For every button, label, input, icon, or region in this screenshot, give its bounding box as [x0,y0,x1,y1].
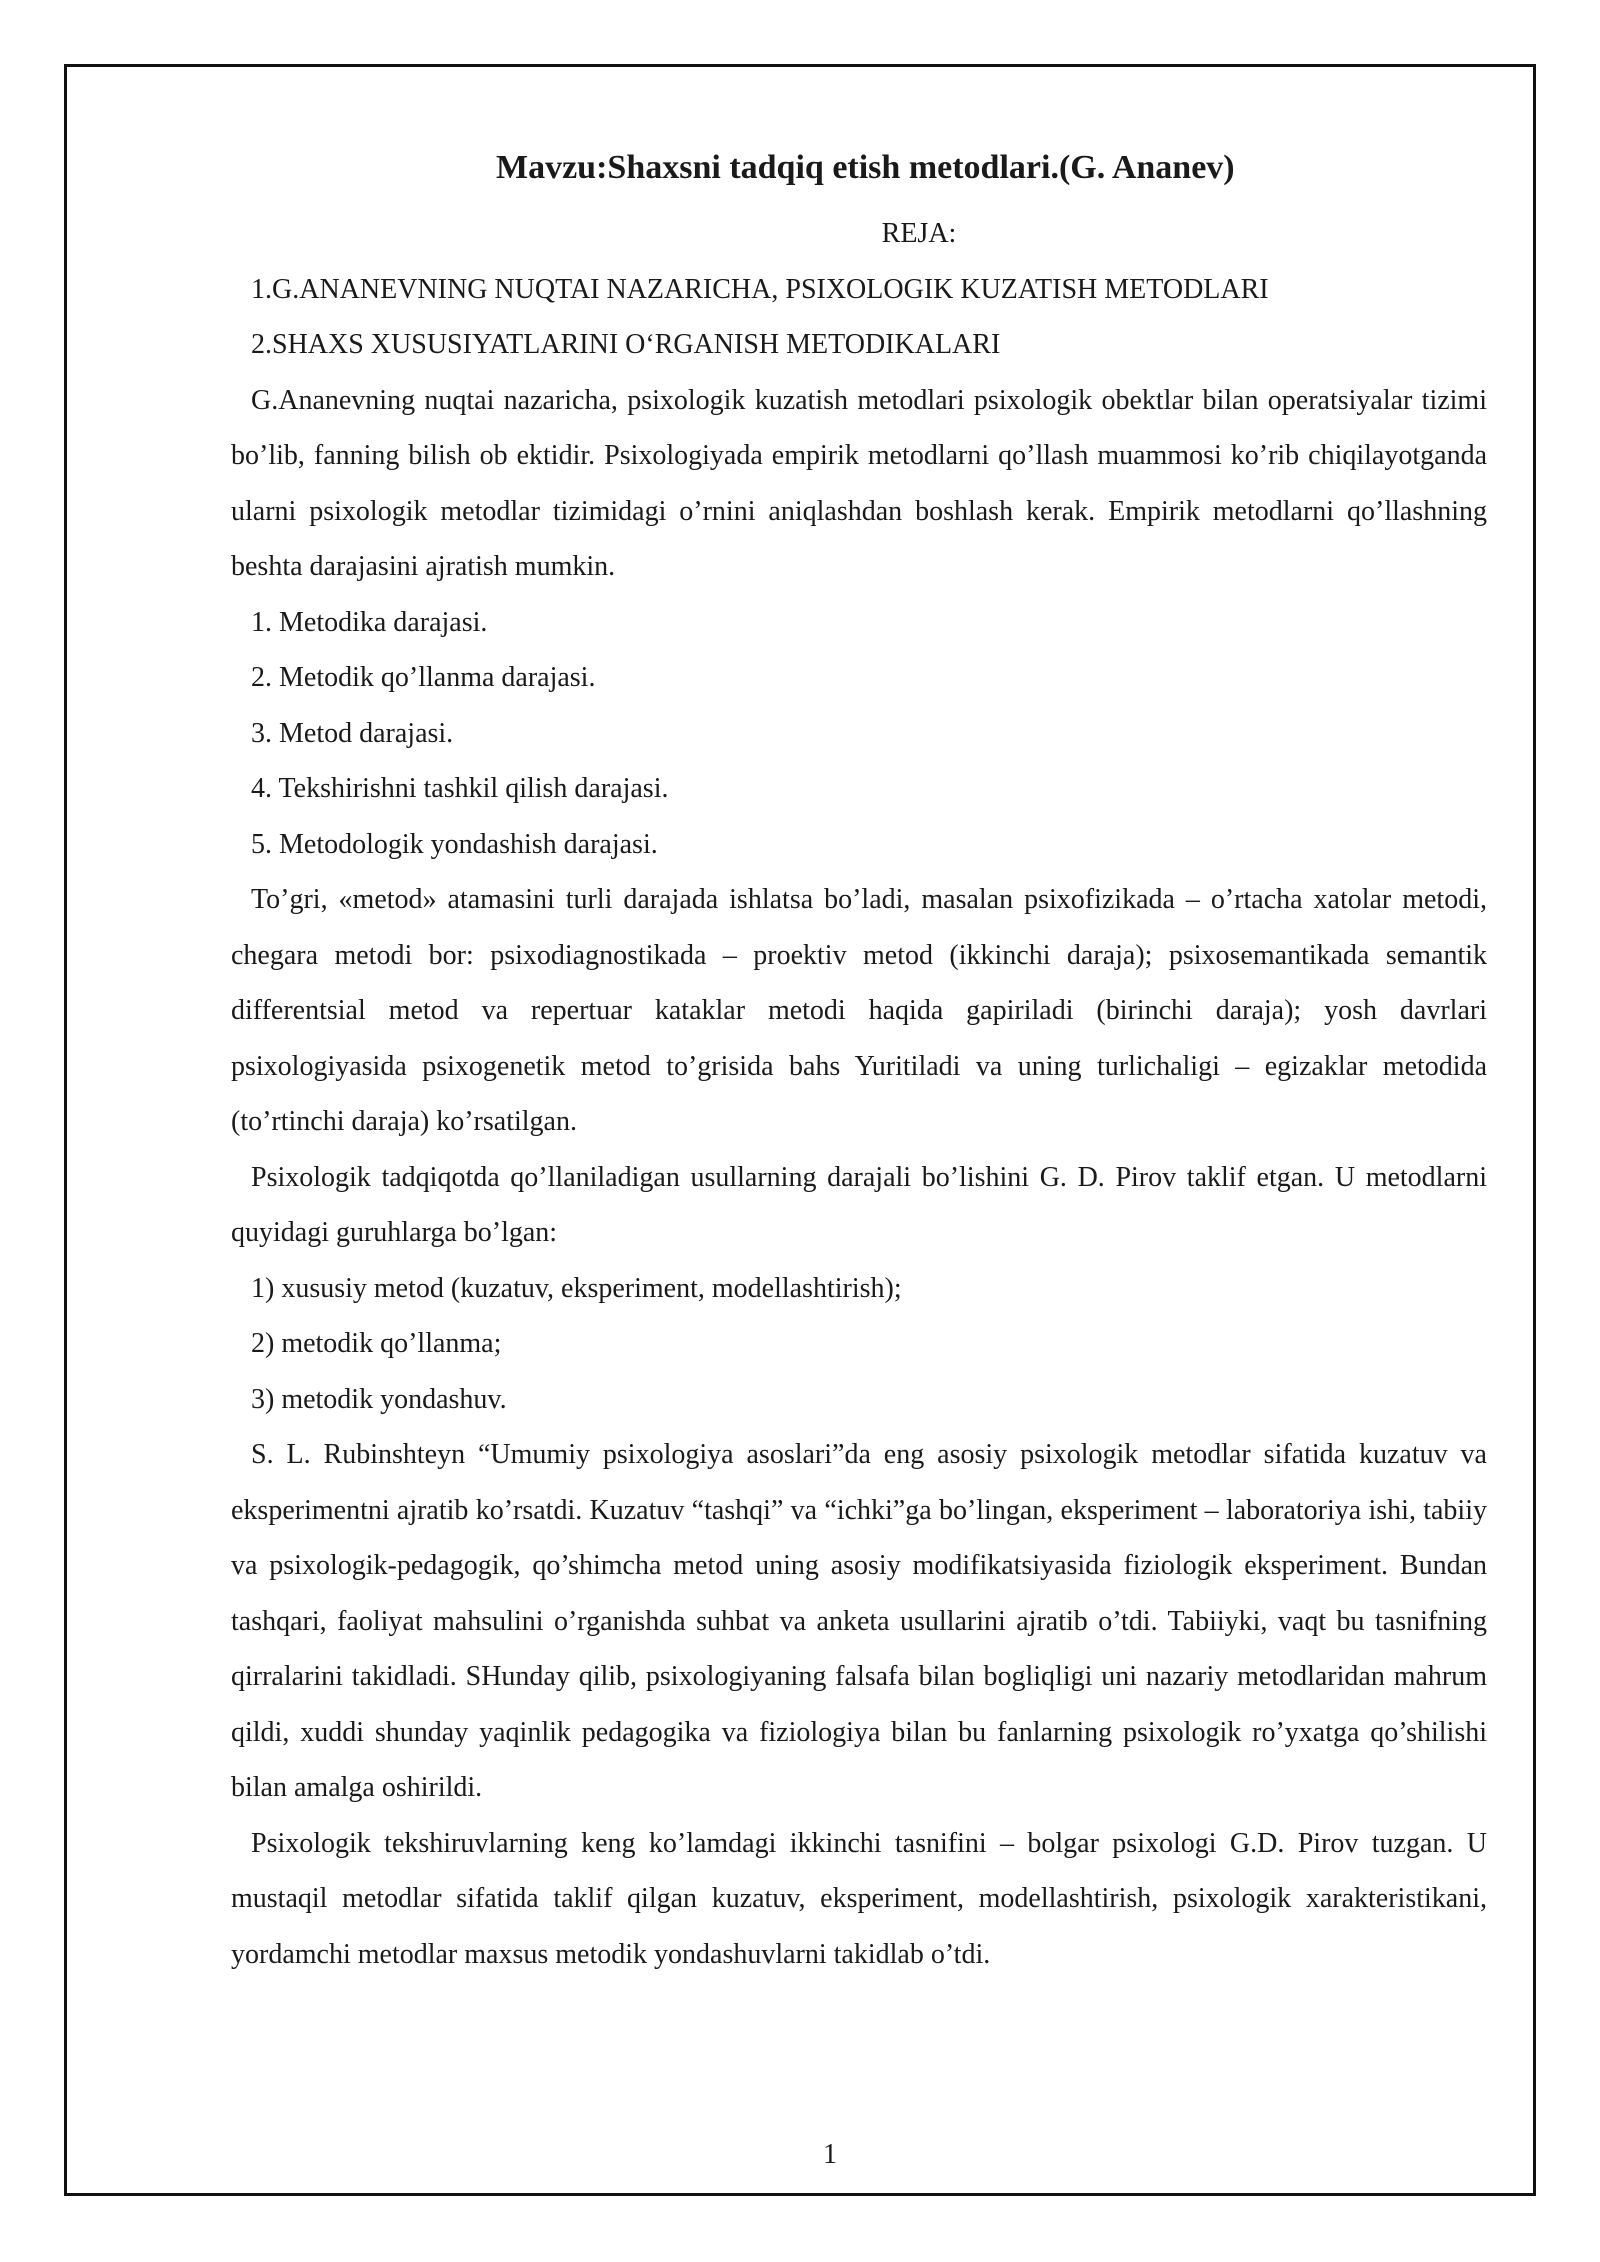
group-item-2: 2) metodik qo’llanma; [251,1328,502,1359]
group-item-3: 3) metodik yondashuv. [251,1383,507,1415]
plan-item-2: 2.SHAXS XUSUSIYATLARINI O‘RGANISH METODIKALARI [251,329,1001,360]
paragraph-4: S. L. Rubinshteyn “Umumiy psixologiya asoslari”da eng asosiy psixologik metodlar sifatida kuzatuv va eksperimentni ajratib ko’rsatdi. Kuzatuv “tashqi” va “ichki”ga bo’lingan, eksperiment – laboratoriya ishi, tabiiy va psixologik-pedagogik, qo’shimcha metod uning asosiy modifikatsiyasida fiziologik eksperiment. Bundan tashqari, faoliyat mahsulini o’rganishda suhbat va anketa usullarini ajratib o’tdi. Tabiiyki, vaqt bu tasnifning qirralarini takidladi. SHunday qilib, psixologiyaning falsafa bilan bogliqligi uni nazariy metodlaridan mahrum qildi, xuddi shunday yaqinlik pedagogika va fiziologiya bilan bu fanlarning psixologik ro’yxatga qo’shilishi bilan amalga oshirildi. [231,1439,1487,1803]
level-item-1: 1. Metodika darajasi. [251,606,488,638]
page-number: 1 [823,2139,837,2170]
group-item-1: 1) xususiy metod (kuzatuv, eksperiment, modellashtirish); [251,1272,902,1304]
level-item-5: 5. Metodologik yondashish darajasi. [251,828,658,860]
paragraph-5: Psixologik tekshiruvlarning keng ko’lamdagi ikkinchi tasnifini – bolgar psixologi G.D. Pirov tuzgan. U mustaqil metodlar sifatida taklif qilgan kuzatuv, eksperiment, modellashtirish, psixologik xarakteristikani, yordamchi metodlar maxsus metodik yondashuvlarni takidlab o’tdi. [231,1827,1487,1970]
document-body [231,148,1487,1982]
paragraph-3: Psixologik tadqiqotda qo’llaniladigan usullarning darajali bo’lishini G. D. Pirov taklif etgan. U metodlarni quyidagi guruhlarga bo’lgan: [231,1161,1487,1248]
plan-item-1: 1.G.ANANEVNING NUQTAI NAZARICHA, PSIXOLOGIK KUZATISH METODLARI [251,273,1269,305]
level-item-2: 2. Metodik qo’llanma darajasi. [251,662,596,693]
plan-heading: REJA: [881,218,957,249]
paragraph-2: To’gri, «metod» atamasini turli darajada ishlatsa bo’ladi, masalan psixofizikada – o’rtacha xatolar metodi, chegara metodi bor: psixodiagnostikada – proektiv metod (ikkinchi daraja); psixosemantikada semantik differentsial metod va repertuar kataklar metodi haqida gapiriladi (birinchi daraja); yosh davrlari psixologiyasida psixogenetik metod to’grisida bahs Yuritiladi va uning turlichaligi – egizaklar metodida (to’rtinchi daraja) ko’rsatilgan. [231,884,1487,1137]
level-item-3: 3. Metod darajasi. [251,717,454,749]
level-item-4: 4. Tekshirishni tashkil qilish darajasi. [251,773,669,804]
paragraph-1: G.Ananevning nuqtai nazaricha, psixologik kuzatish metodlari psixologik obektlar bilan operatsiyalar tizimi bo’lib, fanning bilish ob ektidir. Psixologiyada empirik metodlarni qo’llash muammosi ko’rib chiqilayotganda ularni psixologik metodlar tizimidagi o’rnini aniqlashdan boshlash kerak. Empirik metodlarni qo’llashning beshta darajasini ajratish mumkin. [231,384,1487,582]
document-title: Mavzu:Shaxsni tadqiq etish metodlari.(G. Ananev) [496,149,1235,186]
